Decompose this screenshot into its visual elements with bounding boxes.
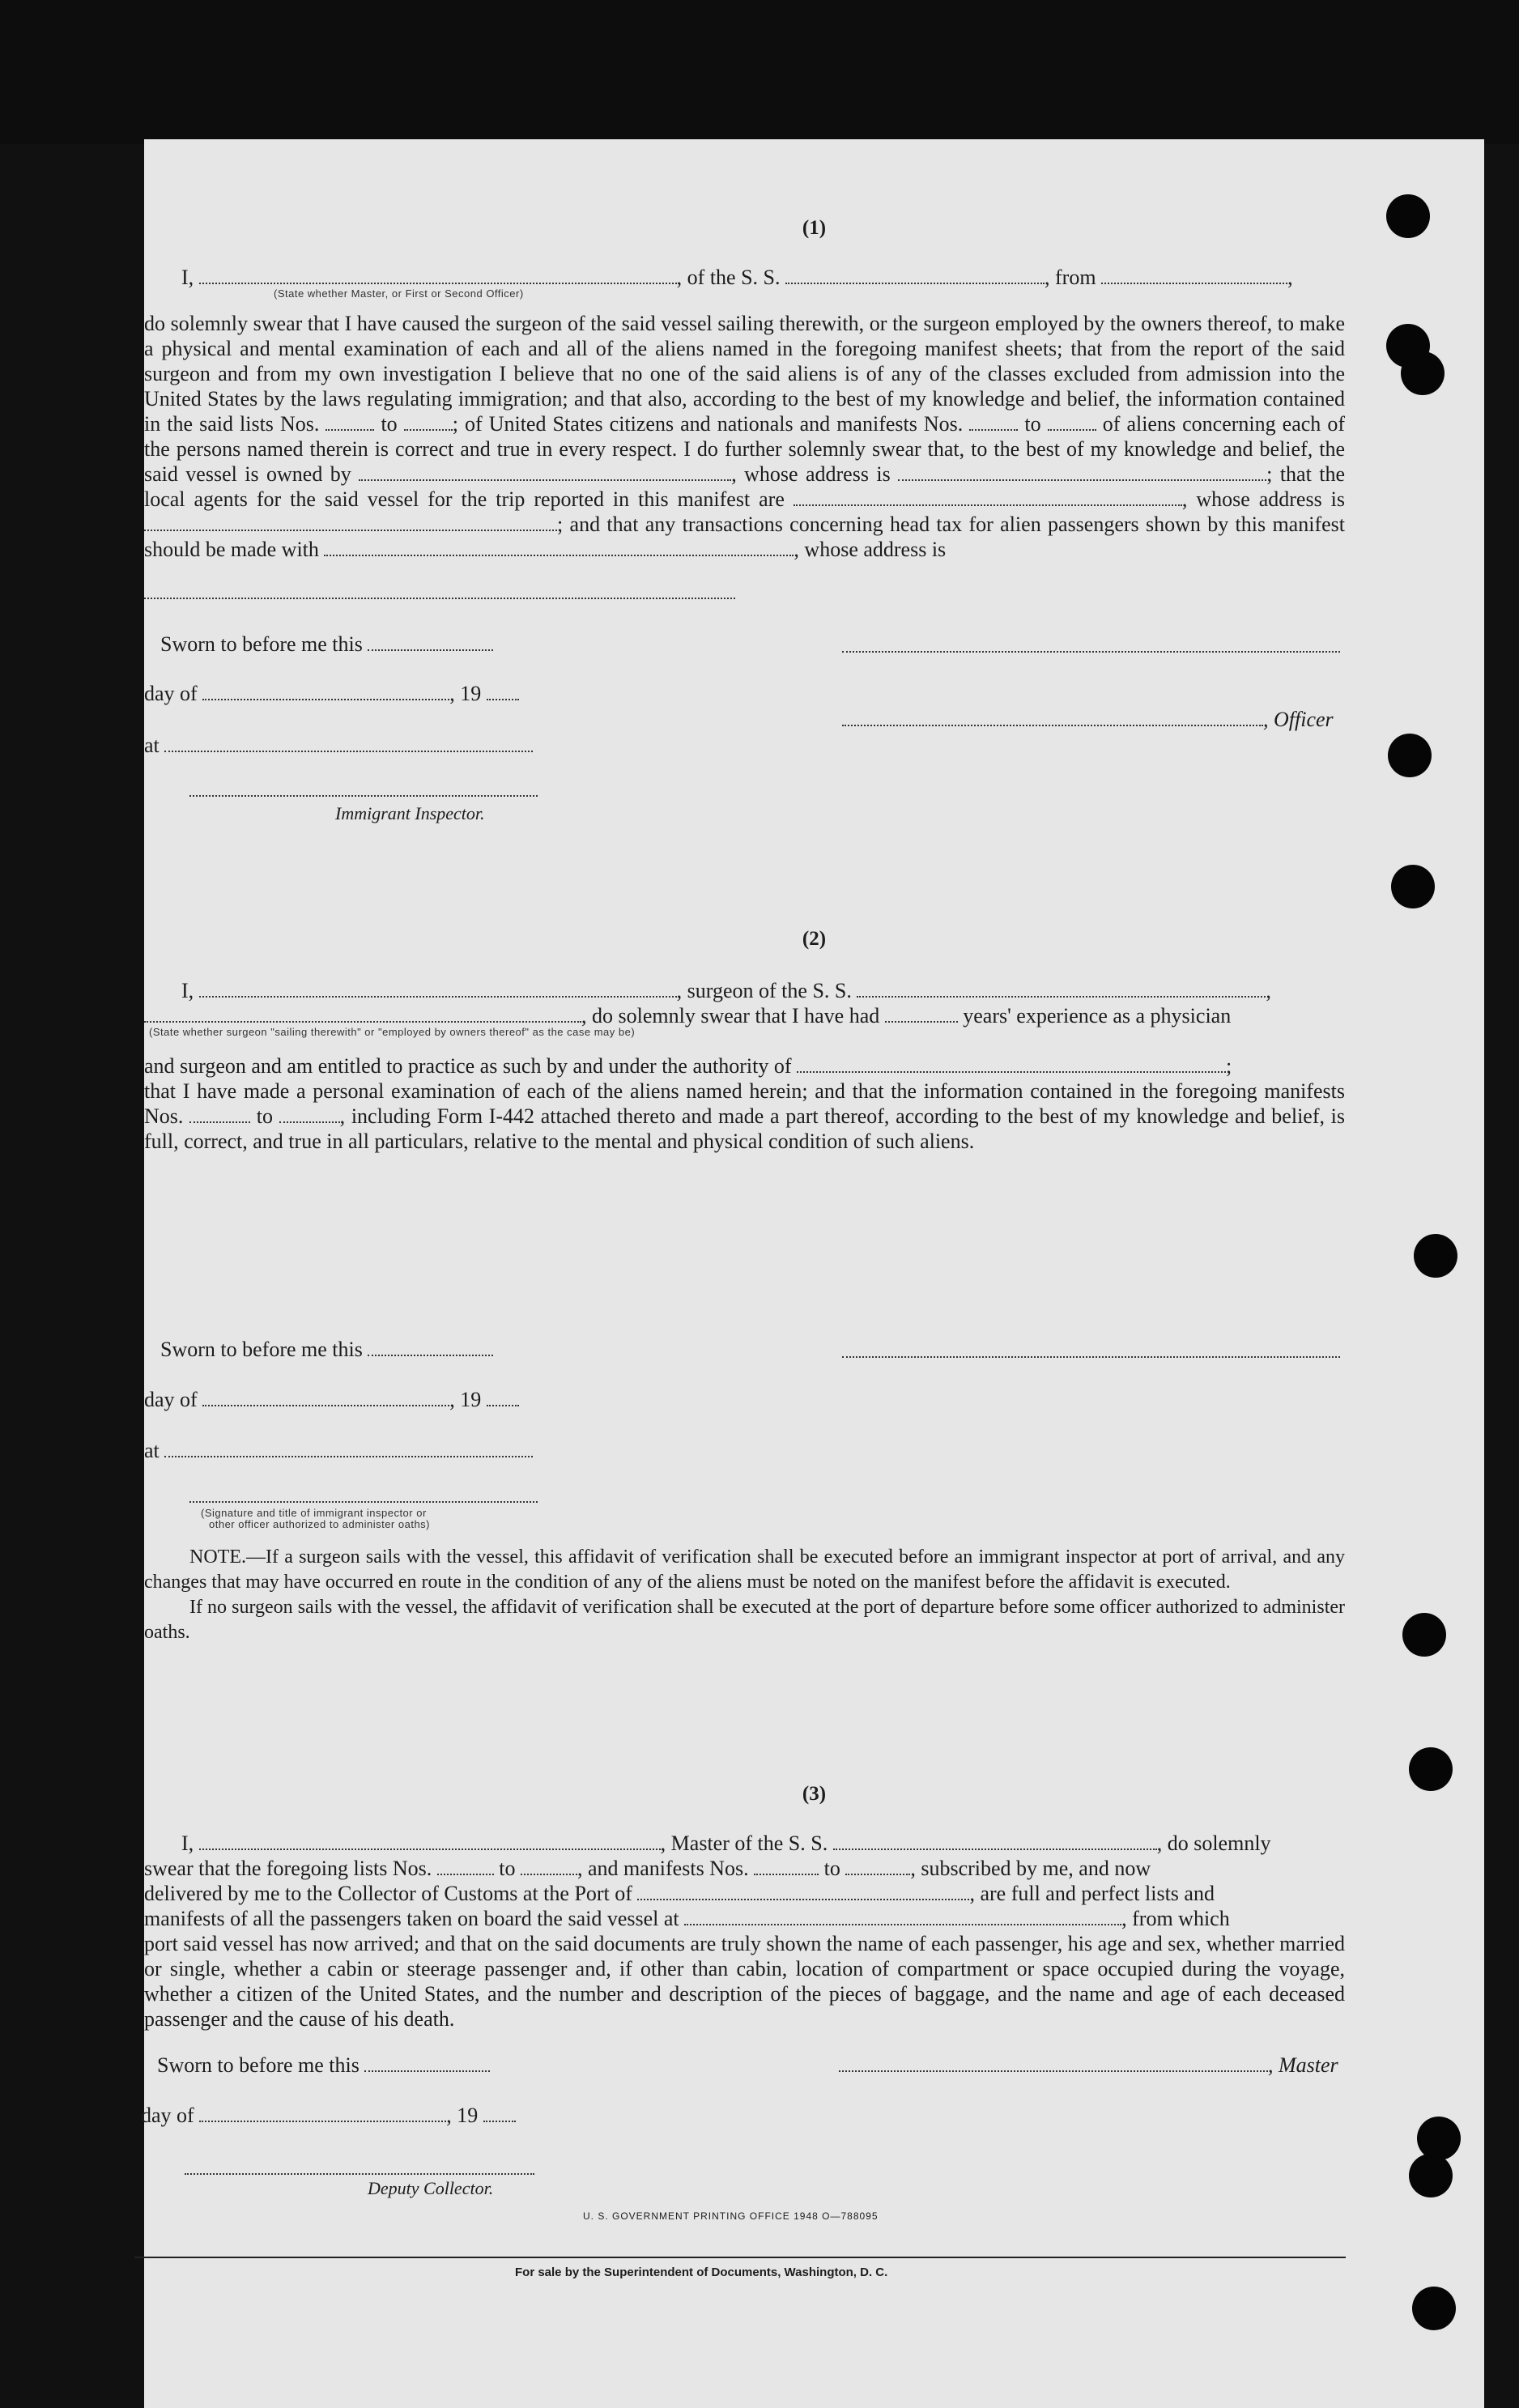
agents-address-blank[interactable] xyxy=(144,515,557,531)
section-2-heading: (2) xyxy=(802,928,827,950)
s3-sworn-day-blank[interactable] xyxy=(364,2056,490,2072)
s1-place-blank[interactable] xyxy=(164,736,533,752)
head-tax-blank[interactable] xyxy=(324,540,794,556)
s3-master-sig: , Master xyxy=(839,2053,1338,2078)
s1-signature-line[interactable] xyxy=(842,651,1340,653)
s1-at: at xyxy=(144,734,533,758)
s2-inspector-line[interactable] xyxy=(189,1501,538,1503)
lists-to-blank[interactable] xyxy=(404,415,453,431)
owner-blank[interactable] xyxy=(359,465,731,481)
note-label: NOTE. xyxy=(189,1546,246,1568)
s1-officer: , Officer xyxy=(842,708,1334,732)
s2-note: NOTE.—If a surgeon sails with the vessel, this affidavit of verification shall be executed before an immigrant inspector at port of arrival, and any changes that may have occurred en route in the condition of any of the aliens must be noted on the manifest before the affidavit is executed. If no surgeon sails with the vessel, the affidavit of verification shall be executed at the port of departure before some officer authorized to administer oaths. xyxy=(144,1546,1345,1643)
s2-day-of: day of , 19 xyxy=(144,1388,519,1412)
s2-year-blank[interactable] xyxy=(487,1390,519,1406)
s2-signature-line[interactable] xyxy=(842,1356,1340,1358)
s3-deputy-line[interactable] xyxy=(185,2173,534,2175)
s2-place-blank[interactable] xyxy=(164,1441,533,1457)
s2-line-1: I, , surgeon of the S. S. , xyxy=(181,979,1271,1002)
s3-departure-blank[interactable] xyxy=(684,1909,1121,1925)
manifests-to-blank[interactable] xyxy=(1048,415,1096,431)
s1-sworn: Sworn to before me this xyxy=(160,632,493,657)
s1-officer-blank[interactable] xyxy=(842,710,1263,726)
surgeon-type-blank[interactable] xyxy=(144,1006,581,1023)
s1-day-of: day of , 19 xyxy=(144,682,519,706)
s2-sworn-day-blank[interactable] xyxy=(368,1340,493,1356)
s1-sworn-day-blank[interactable] xyxy=(368,635,493,651)
master-blank[interactable] xyxy=(199,268,677,284)
s3-port-blank[interactable] xyxy=(637,1884,969,1900)
s2-ship-blank[interactable] xyxy=(857,981,1266,998)
s2-at: at xyxy=(144,1439,533,1463)
years-blank[interactable] xyxy=(885,1006,958,1023)
from-port-blank[interactable] xyxy=(1101,268,1287,284)
s3-sworn: Sworn to before me this xyxy=(157,2053,490,2078)
s3-line-4: manifests of all the passengers taken on board the said vessel at , from which xyxy=(144,1907,1230,1930)
s2-manifests-from-blank[interactable] xyxy=(189,1107,250,1123)
surgeon-name-blank[interactable] xyxy=(199,981,677,998)
s2-manifests-to-blank[interactable] xyxy=(279,1107,340,1123)
s1-month-blank[interactable] xyxy=(202,684,449,700)
s3-month-blank[interactable] xyxy=(199,2106,446,2122)
s1-inspector-caption: Immigrant Inspector. xyxy=(335,803,485,823)
s1-year-blank[interactable] xyxy=(487,684,519,700)
s1-paragraph: do solemnly swear that I have caused the surgeon of the said vessel sailing therewith, or the surgeon employed by the owners thereof, to make a physical and mental examination of each and all of the aliens named in the foregoing manifest sheets; that from the report of the said surgeon and from my own investigation I believe that no one of the said aliens is of any of the classes excluded from admission into the United States by the laws regulating immigration; and that also, according to the best of my knowledge and belief, the information contained in the said lists Nos. to ; of United States citizens and nationals and manifests Nos. to of aliens concerning each of the persons named therein is correct and true in every respect. I do further solemnly swear that, to the best of my knowledge and belief, the said vessel is owned by , whose address is ; that the local agents for the said vessel for the trip reported in this manifest are , whose address is ; and that any transactions concerning head tax for alien passengers shown by this manifest should be made with , whose address is xyxy=(144,312,1346,561)
s3-lists-from-blank[interactable] xyxy=(437,1859,494,1875)
s1-inspector-line[interactable] xyxy=(189,795,538,797)
s3-year-blank[interactable] xyxy=(483,2106,516,2122)
s2-paragraph: that I have made a personal examination of each of the aliens named herein; and that the information contained in the foregoing manifests Nos. to , including Form I-442 attached thereto and made a part thereof, according to the best of my knowledge and belief, is full, correct, and true in all particulars, relative to the mental and physical condition of such aliens. xyxy=(144,1079,1346,1153)
form-page xyxy=(141,139,1484,2408)
section-1-heading: (1) xyxy=(802,217,827,239)
s3-lists-to-blank[interactable] xyxy=(521,1859,577,1875)
master-caption: (State whether Master, or First or Second Officer) xyxy=(274,287,524,300)
section-3-heading: (3) xyxy=(802,1783,827,1805)
s3-master-blank[interactable] xyxy=(199,1834,661,1850)
s3-paragraph: port said vessel has now arrived; and that on the said documents are truly shown the name of each passenger, his age and sex, whether married or single, whether a cabin or steerage passenger and, if other than cabin, location of compartment or space occupied during the voyage, whether a citizen of the United States, and the number and description of the pieces of baggage, and the name and age of each deceased passenger and the cause of his death. xyxy=(144,1932,1345,2031)
s1-line-1: I, , of the S. S. , from , xyxy=(181,266,1293,289)
s3-line-2: swear that the foregoing lists Nos. to , and manifests Nos. to , subscribed by me, and now xyxy=(144,1857,1151,1880)
manifests-from-blank[interactable] xyxy=(969,415,1018,431)
s3-master-sig-blank[interactable] xyxy=(839,2056,1268,2072)
form-content xyxy=(141,139,1484,2408)
footer-sale-notice: For sale by the Superintendent of Documents, Washington, D. C. xyxy=(515,2265,888,2279)
s3-manifests-to-blank[interactable] xyxy=(845,1859,910,1875)
s3-day-of: day of , 19 xyxy=(141,2104,516,2128)
footer-rule xyxy=(134,2257,1346,2258)
s3-line-1: I, , Master of the S. S. , do solemnly xyxy=(181,1832,1271,1855)
s2-line-2: , do solemnly swear that I have had years' experience as a physician xyxy=(144,1003,1359,1028)
surgeon-caption: (State whether surgeon "sailing therewith" or "employed by owners thereof" as the case may be) xyxy=(149,1026,636,1038)
s3-deputy-caption: Deputy Collector. xyxy=(368,2178,494,2198)
printer-imprint: U. S. GOVERNMENT PRINTING OFFICE 1948 O—788095 xyxy=(583,2210,879,2222)
s2-sig-caption-1: (Signature and title of immigrant inspector or xyxy=(201,1507,427,1519)
lists-from-blank[interactable] xyxy=(326,415,374,431)
s3-line-3: delivered by me to the Collector of Customs at the Port of , are full and perfect lists and xyxy=(144,1882,1215,1905)
agents-blank[interactable] xyxy=(794,490,1182,506)
scan-border xyxy=(0,0,1519,144)
authority-blank[interactable] xyxy=(797,1057,1226,1073)
s3-manifests-from-blank[interactable] xyxy=(754,1859,819,1875)
s2-month-blank[interactable] xyxy=(202,1390,449,1406)
s2-line-3: and surgeon and am entitled to practice as such by and under the authority of ; xyxy=(144,1054,1232,1078)
address-continuation-line[interactable] xyxy=(144,598,735,599)
s3-ship-blank[interactable] xyxy=(833,1834,1157,1850)
owner-address-blank[interactable] xyxy=(898,465,1266,481)
s2-sig-caption-2: other officer authorized to administer oaths) xyxy=(209,1518,431,1530)
ship-name-blank[interactable] xyxy=(785,268,1045,284)
s2-sworn: Sworn to before me this xyxy=(160,1338,493,1362)
